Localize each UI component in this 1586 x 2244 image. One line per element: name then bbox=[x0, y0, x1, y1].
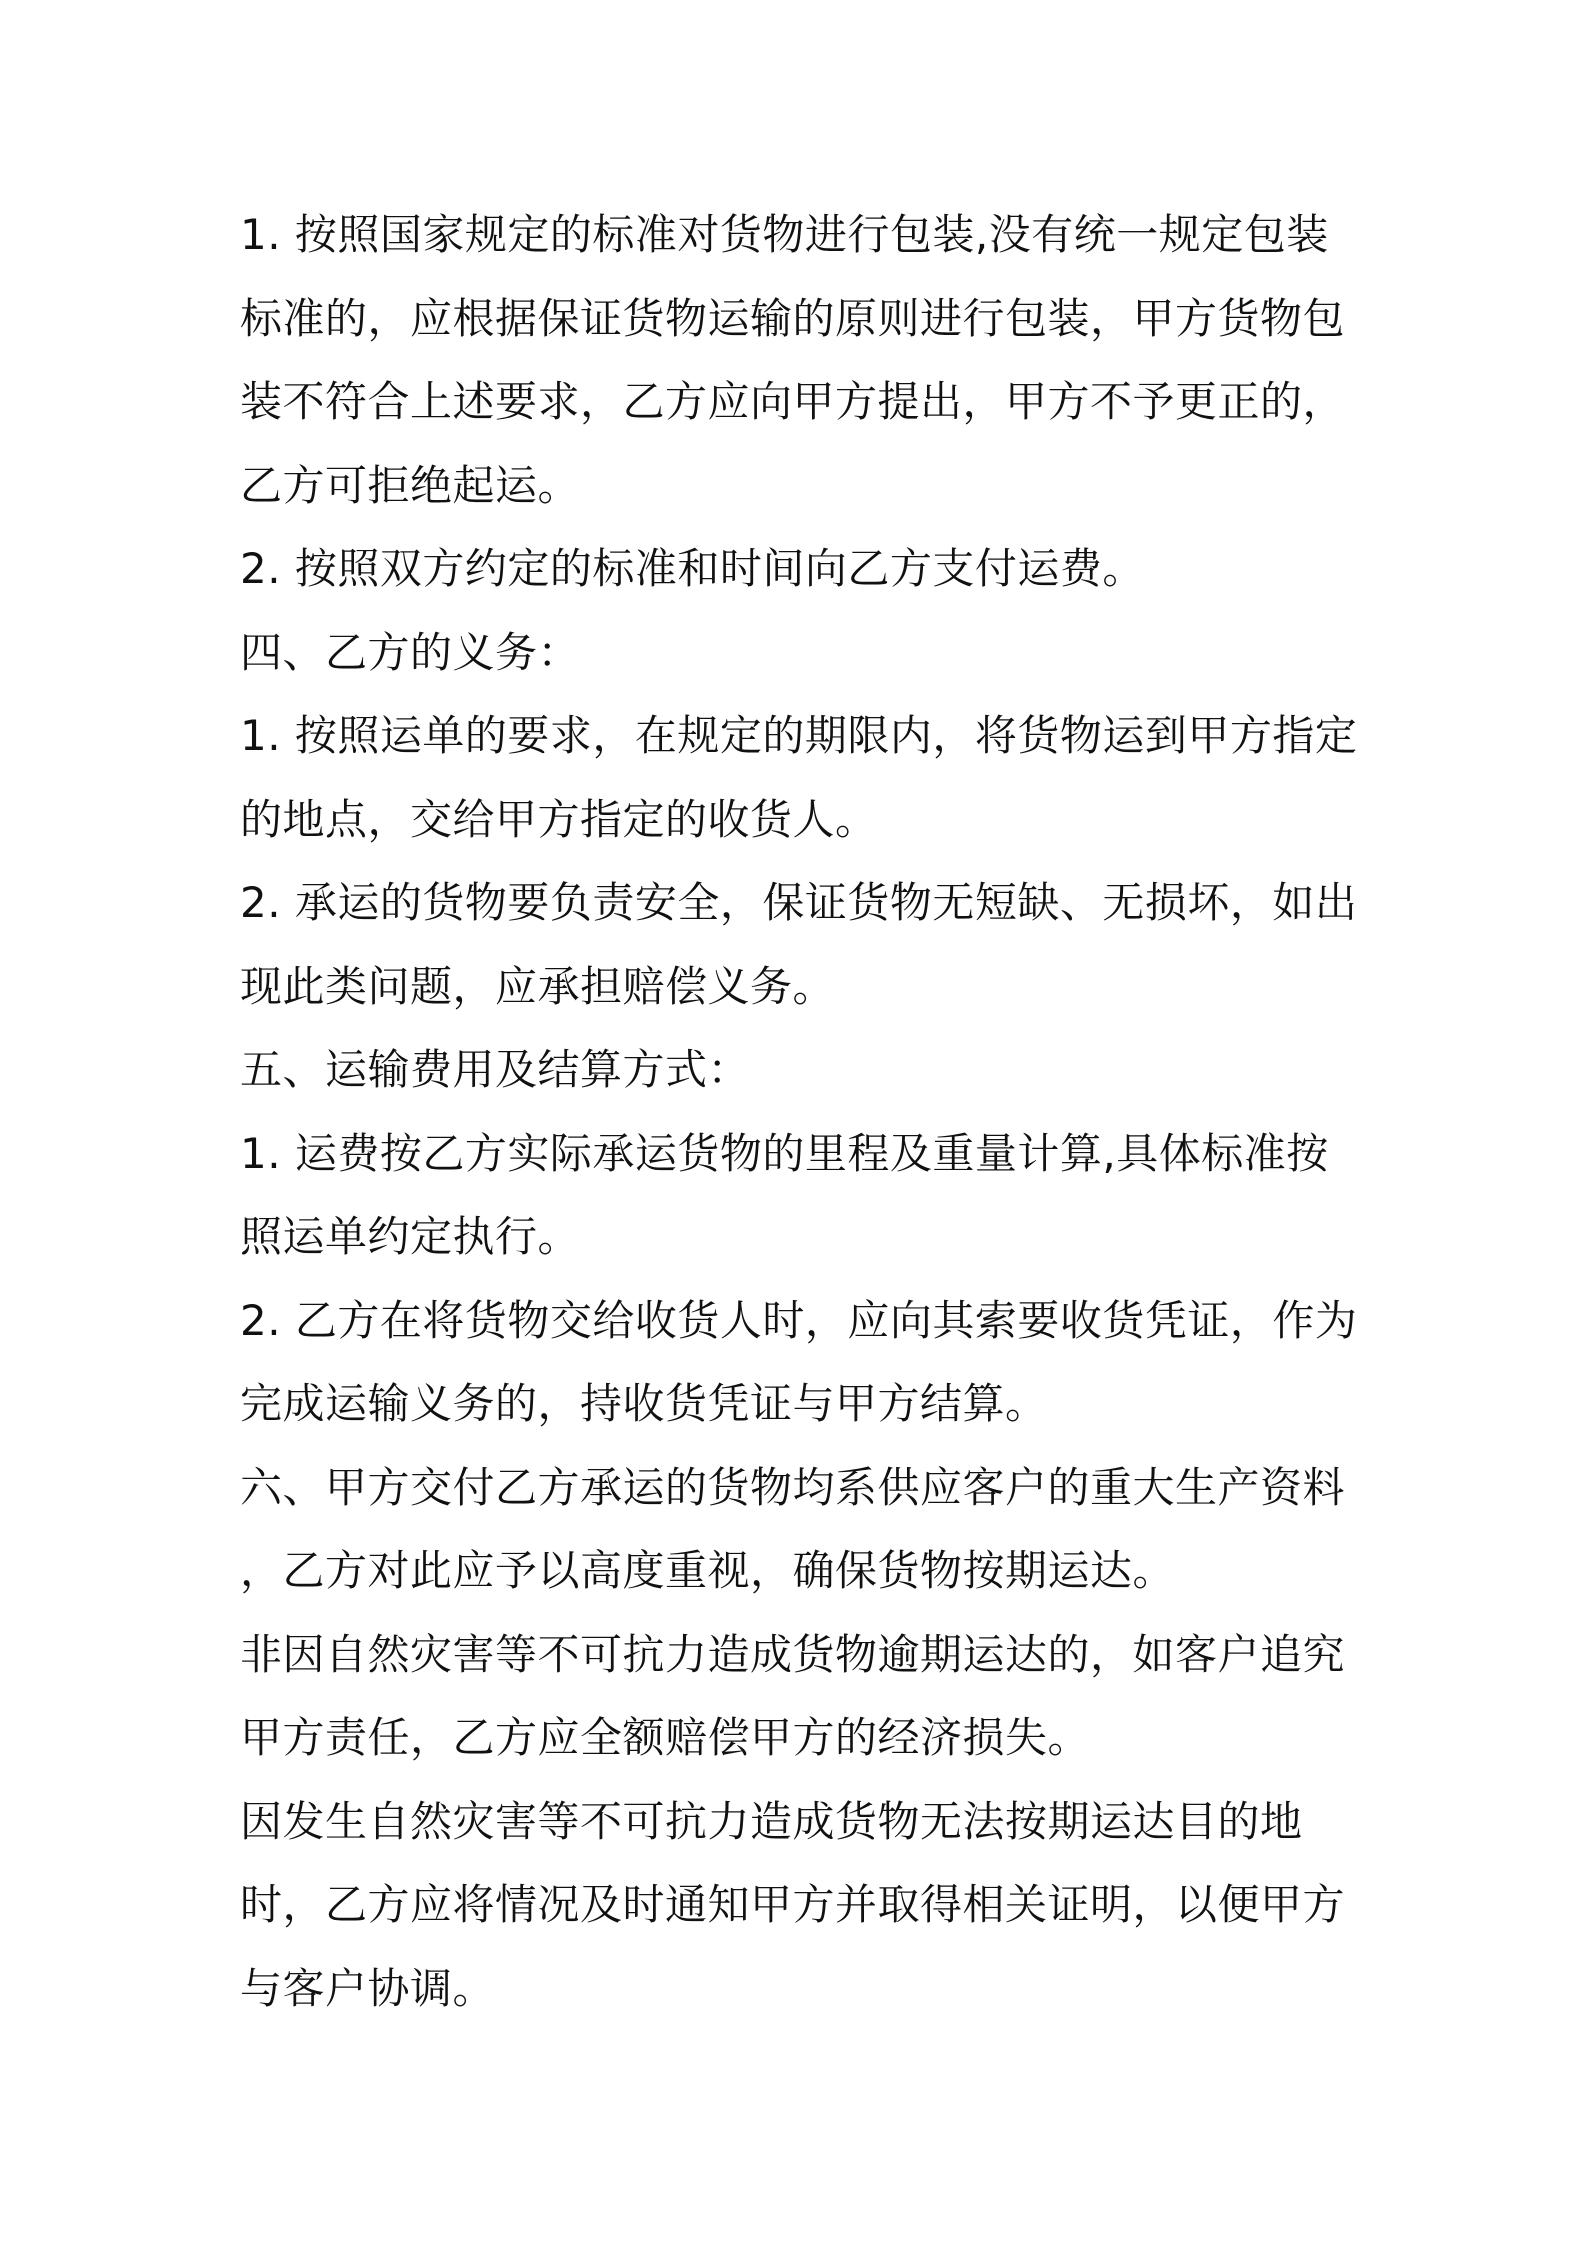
text-line: 标准的，应根据保证货物运输的原则进行包装，甲方货物包 bbox=[240, 293, 1346, 343]
text-line: 2. 承运的货物要负责安全，保证货物无短缺、无损坏，如出 bbox=[240, 878, 1358, 927]
text-line: 2. 按照双方约定的标准和时间向乙方支付运费。 bbox=[240, 544, 1145, 593]
text-line: 非因自然灾害等不可抗力造成货物逾期运达的，如客户追究 bbox=[240, 1629, 1346, 1679]
text-line: 1. 按照国家规定的标准对货物进行包装,没有统一规定包装 bbox=[240, 210, 1329, 259]
document-body bbox=[240, 193, 1360, 2030]
text-line: 照运单约定执行。 bbox=[240, 1212, 581, 1261]
text-line: 现此类问题，应承担赔偿义务。 bbox=[240, 961, 836, 1011]
text-line: 甲方责任，乙方应全额赔偿甲方的经济损失。 bbox=[240, 1713, 1091, 1762]
text-line: 因发生自然灾害等不可抗力造成货物无法按期运达目的地 bbox=[240, 1796, 1303, 1846]
section-heading: 六、甲方交付乙方承运的货物均系供应客户的重大生产资料 bbox=[240, 1462, 1346, 1512]
text-line: 完成运输义务的，持收货凭证与甲方结算。 bbox=[240, 1379, 1048, 1428]
text-line: 的地点，交给甲方指定的收货人。 bbox=[240, 794, 878, 844]
text-line: 乙方可拒绝起运。 bbox=[240, 460, 581, 510]
text-line: 2. 乙方在将货物交给收货人时，应向其索要收货凭证，作为 bbox=[240, 1295, 1358, 1345]
text-line: 装不符合上述要求，乙方应向甲方提出，甲方不予更正的， bbox=[240, 377, 1346, 426]
text-line: 时，乙方应将情况及时通知甲方并取得相关证明，以便甲方 bbox=[240, 1880, 1346, 1929]
text-line: 与客户协调。 bbox=[240, 1963, 496, 2013]
section-heading: 四、乙方的义务： bbox=[240, 627, 581, 677]
text-line: ，乙方对此应予以高度重视，确保货物按期运达。 bbox=[240, 1546, 1176, 1595]
section-heading: 五、运输费用及结算方式： bbox=[240, 1045, 751, 1094]
text-line: 1. 按照运单的要求，在规定的期限内，将货物运到甲方指定 bbox=[240, 711, 1358, 760]
text-line: 1. 运费按乙方实际承运货物的里程及重量计算,具体标准按 bbox=[240, 1128, 1329, 1178]
